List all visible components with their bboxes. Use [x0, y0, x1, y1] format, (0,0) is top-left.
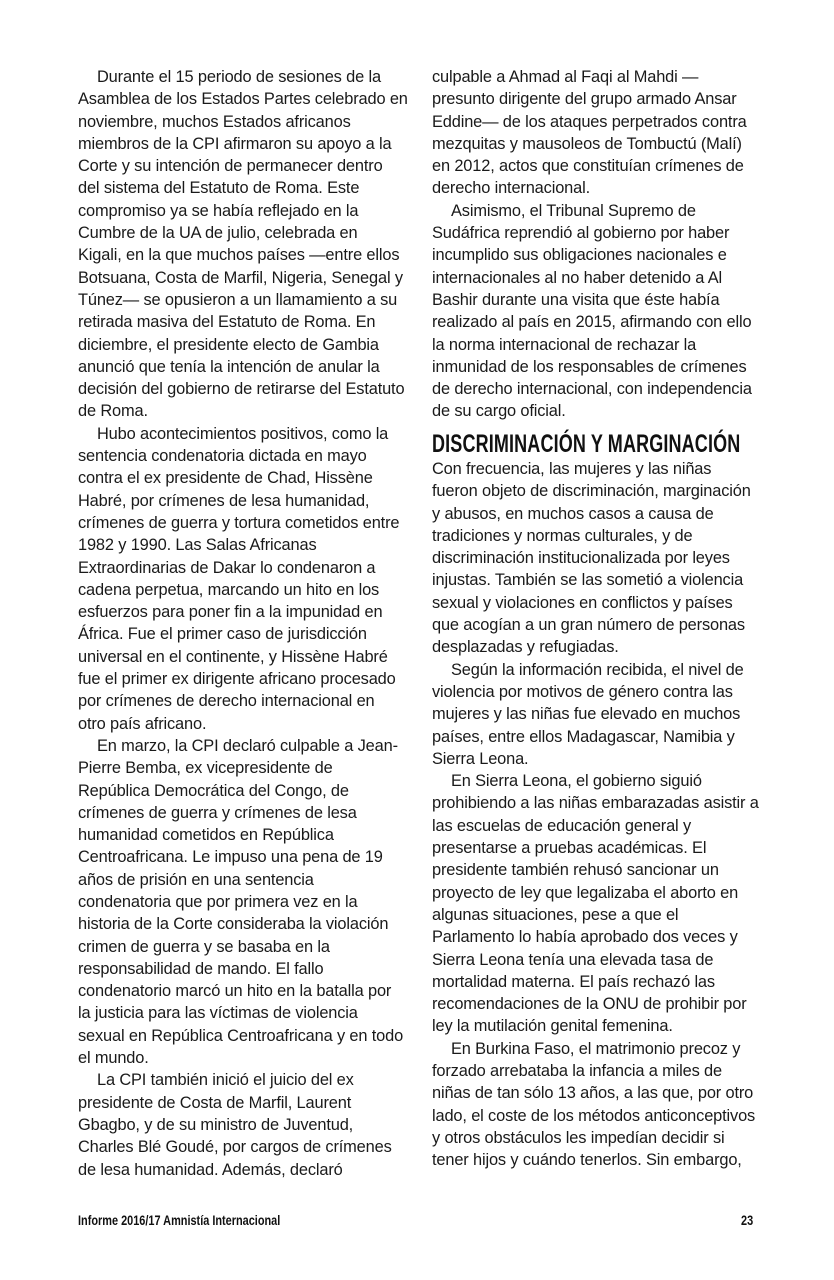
text-line: de Roma.: [78, 402, 148, 421]
text-line: En marzo, la CPI declaró culpable a Jean-: [97, 736, 398, 755]
text-line: injustas. También se las sometió a violencia: [432, 571, 744, 590]
text-line: En Burkina Faso, el matrimonio precoz y: [451, 1039, 741, 1058]
text-line: Botsuana, Costa de Marfil, Nigeria, Senegal y: [78, 268, 403, 287]
text-line: de derecho internacional, con independencia: [432, 380, 752, 399]
text-line: cadena perpetua, marcando un hito en los: [78, 580, 380, 599]
text-line: presunto dirigente del grupo armado Ansar: [432, 90, 737, 109]
text-line: Sierra Leona tenía una elevada tasa de: [432, 950, 714, 969]
text-line: crímenes de guerra y tortura cometidos entre: [78, 513, 400, 532]
text-line: Hubo acontecimientos positivos, como la: [97, 424, 389, 443]
text-line: Sierra Leona.: [432, 749, 529, 768]
text-line: discriminación institucionalizada por leyes: [432, 549, 730, 568]
text-line: responsabilidad de mando. El fallo: [78, 959, 324, 978]
text-line: internacionales al no haber detenido a Al: [432, 268, 723, 287]
text-line: Según la información recibida, el nivel de: [451, 660, 744, 679]
text-line: las escuelas de educación general y: [432, 816, 691, 835]
text-line: mujeres y las niñas fue elevado en muchos: [432, 705, 741, 724]
text-line: Túnez— se opusieron a un llamamiento a su: [78, 290, 398, 309]
text-line: condenatoria que por primera vez en la: [78, 892, 358, 911]
text-line: contra el ex presidente de Chad, Hissène: [78, 469, 373, 488]
text-line: sexual y violaciones en conflictos y países: [432, 593, 733, 612]
text-line: anunció que tenía la intención de anular la: [78, 357, 380, 376]
right-column-top: [432, 66, 772, 423]
text-line: Charles Blé Goudé, por cargos de crímenes: [78, 1138, 392, 1157]
text-line: historia de la Corte consideraba la violación: [78, 915, 389, 934]
text-line: Cumbre de la UA de julio, celebrada en: [78, 224, 358, 243]
text-line: Durante el 15 periodo de sesiones de la: [97, 68, 381, 86]
text-line: desplazadas y refugiadas.: [432, 638, 619, 657]
text-line: derecho internacional.: [432, 179, 590, 198]
paragraph: [78, 66, 418, 423]
text-line: compromiso ya se había reflejado en la: [78, 201, 359, 220]
text-line: años de prisión en una sentencia: [78, 870, 314, 889]
text-line: Bashir durante una visita que éste había: [432, 290, 720, 309]
text-line: Pierre Bemba, ex vicepresidente de: [78, 759, 333, 778]
text-line: crimen de guerra y se basaba en la: [78, 937, 330, 956]
paragraph: [432, 770, 772, 1038]
text-line: humanidad cometidos en República: [78, 826, 334, 845]
text-line: forzado arrebataba la infancia a miles de: [432, 1062, 722, 1081]
footer-publication: Informe 2016/17 Amnistía Internacional: [78, 1212, 281, 1228]
text-line: crímenes de guerra y crímenes de lesa: [78, 803, 357, 822]
text-line: esfuerzos para poner fin a la impunidad en: [78, 603, 383, 622]
text-line: Centroafricana. Le impuso una pena de 19: [78, 848, 383, 867]
text-line: Gbagbo, y de su ministro de Juventud,: [78, 1115, 354, 1134]
paragraph: [432, 458, 772, 659]
text-line: noviembre, muchos Estados africanos: [78, 112, 351, 131]
text-line: culpable a Ahmad al Faqi al Mahdi —: [432, 68, 699, 86]
text-line: otro país africano.: [78, 714, 207, 733]
text-line: y otros obstáculos les impedían decidir si: [432, 1128, 725, 1147]
text-line: 1982 y 1990. Las Salas Africanas: [78, 536, 317, 555]
text-line: incumplido sus obligaciones nacionales e: [432, 246, 727, 265]
text-line: y abusos, en muchos casos a causa de: [432, 504, 714, 523]
text-line: niñas de tan sólo 13 años, a las que, por otro: [432, 1084, 754, 1103]
text-line: República Democrática del Congo, de: [78, 781, 349, 800]
text-line: Corte y su intención de permanecer dentro: [78, 157, 383, 176]
text-line: En Sierra Leona, el gobierno siguió: [451, 772, 702, 791]
text-line: mezquitas y mausoleos de Tombuctú (Malí): [432, 134, 742, 153]
text-line: sentencia condenatoria dictada en mayo: [78, 447, 367, 466]
text-line: diciembre, el presidente electo de Gambia: [78, 335, 379, 354]
text-line: la justicia para las víctimas de violencia: [78, 1004, 358, 1023]
text-line: lado, el coste de los métodos anticonceptivos: [432, 1106, 756, 1125]
text-line: países, entre ellos Madagascar, Namibia y: [432, 727, 735, 746]
text-line: inmunidad de los responsables de crímenes: [432, 357, 747, 376]
text-line: retirada masiva del Estatuto de Roma. En: [78, 313, 376, 332]
text-line: mortalidad materna. El país rechazó las: [432, 972, 715, 991]
text-line: decisión del gobierno de retirarse del Estatuto: [78, 380, 405, 399]
text-line: de su cargo oficial.: [432, 402, 566, 421]
text-line: África. Fue el primer caso de jurisdicción: [78, 625, 367, 644]
paragraph: [432, 66, 772, 200]
text-line: presentarse a pruebas académicas. El: [432, 839, 707, 858]
text-line: realizado al país en 2015, afirmando con ello: [432, 313, 752, 332]
text-line: universal en el continente, y Hissène Habré: [78, 647, 388, 666]
text-line: que acogían a un gran número de personas: [432, 616, 745, 635]
paragraph: [432, 659, 772, 770]
text-line: fue el primer ex dirigente africano procesado: [78, 670, 396, 689]
text-line: Con frecuencia, las mujeres y las niñas: [432, 460, 712, 478]
text-line: condenatorio marcó un hito en la batalla por: [78, 982, 392, 1001]
text-line: prohibiendo a las niñas embarazadas asistir a: [432, 794, 759, 813]
text-line: tradiciones y normas culturales, y de: [432, 526, 693, 545]
text-line: presidente de Costa de Marfil, Laurent: [78, 1093, 352, 1112]
text-line: en 2012, actos que constituían crímenes de: [432, 157, 744, 176]
text-line: violencia por motivos de género contra las: [432, 682, 733, 701]
text-line: presidente también rehusó sancionar un: [432, 861, 719, 880]
text-line: Eddine— de los ataques perpetrados contra: [432, 112, 747, 131]
discrimination-section: [432, 430, 772, 1172]
paragraph: [78, 735, 418, 1069]
text-line: Kigali, en la que muchos países —entre ellos: [78, 246, 400, 265]
text-line: Asimismo, el Tribunal Supremo de: [451, 201, 696, 220]
text-line: Sudáfrica reprendió al gobierno por haber: [432, 224, 730, 243]
text-line: ley la mutilación genital femenina.: [432, 1017, 673, 1036]
text-line: de lesa humanidad. Además, declaró: [78, 1160, 343, 1179]
text-line: fueron objeto de discriminación, marginación: [432, 482, 751, 501]
text-line: recomendaciones de la ONU de prohibir por: [432, 995, 747, 1014]
text-line: La CPI también inició el juicio del ex: [97, 1071, 354, 1090]
text-line: tener hijos y cuándo tenerlos. Sin embargo,: [432, 1151, 742, 1170]
text-line: sexual en República Centroafricana y en todo: [78, 1026, 404, 1045]
text-line: el mundo.: [78, 1049, 149, 1068]
text-line: Extraordinarias de Dakar lo condenaron a: [78, 558, 376, 577]
text-line: Asamblea de los Estados Partes celebrado en: [78, 90, 408, 109]
section-body: [432, 458, 772, 1172]
text-line: miembros de la CPI afirmaron su apoyo a la: [78, 134, 392, 153]
text-line: algunas situaciones, pese a que el: [432, 905, 679, 924]
left-column: [78, 66, 418, 1181]
paragraph: [78, 1069, 418, 1180]
text-line: Habré, por crímenes de lesa humanidad,: [78, 491, 370, 510]
page-number: 23: [741, 1212, 754, 1228]
paragraph: [78, 423, 418, 735]
text-line: Parlamento lo había aprobado dos veces y: [432, 928, 738, 947]
paragraph: [432, 1038, 772, 1172]
paragraph: [432, 200, 772, 423]
text-line: proyecto de ley que legalizaba el aborto en: [432, 883, 739, 902]
text-line: por crímenes de derecho internacional en: [78, 692, 375, 711]
text-line: del sistema del Estatuto de Roma. Este: [78, 179, 360, 198]
section-heading: DISCRIMINACIÓN Y MARGINACIÓN: [432, 430, 741, 458]
text-line: la norma internacional de rechazar la: [432, 335, 697, 354]
